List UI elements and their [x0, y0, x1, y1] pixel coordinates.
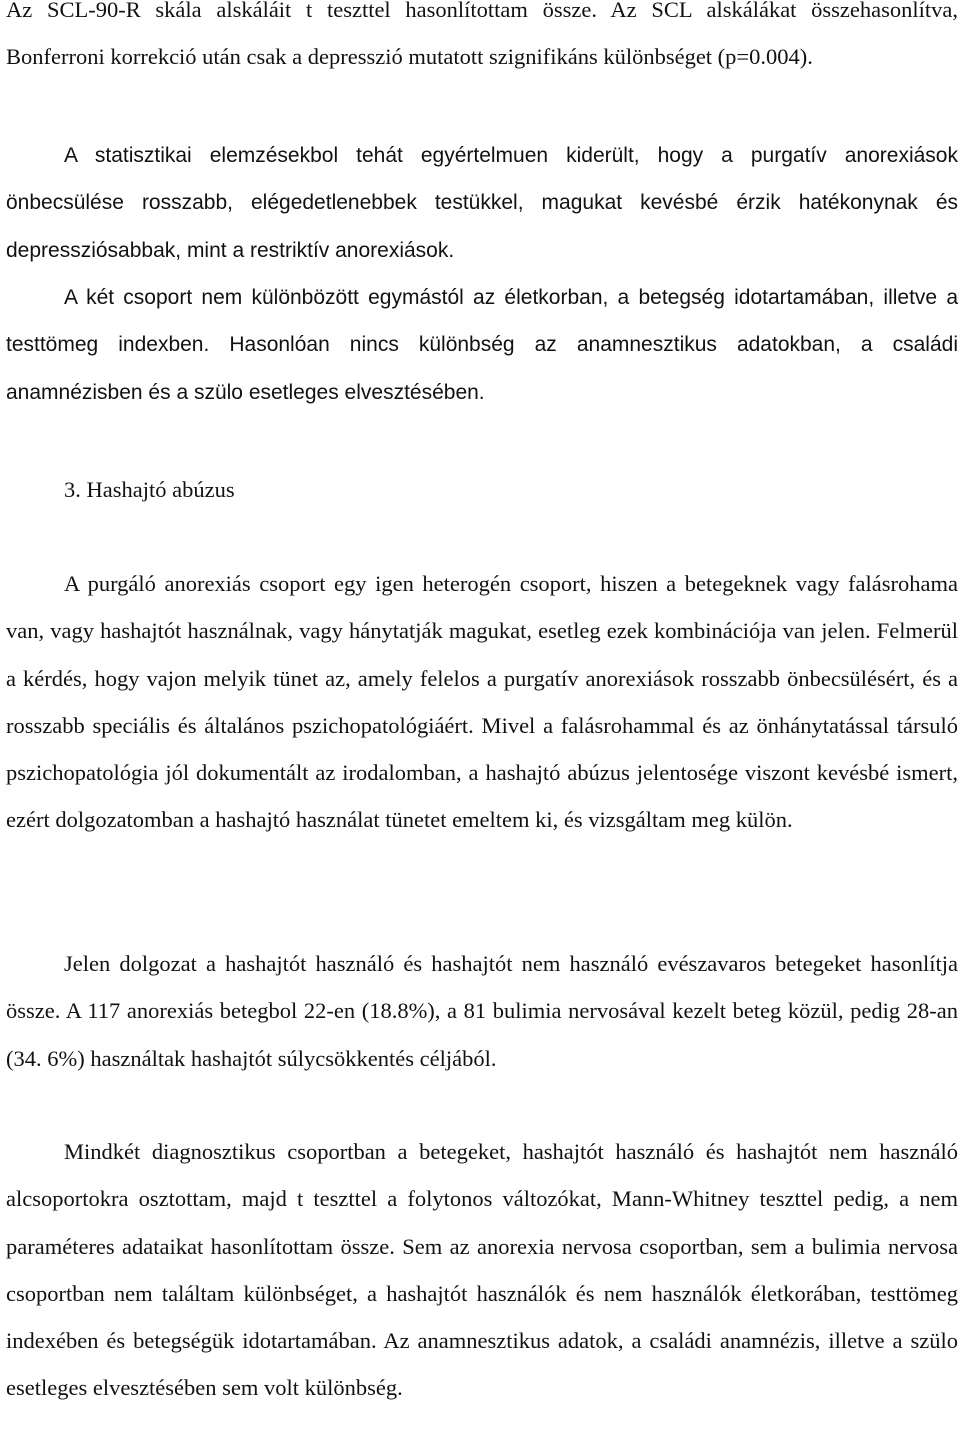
paragraph-purging-group: A purgáló anorexiás csoport egy igen heterogén csoport, hiszen a betegeknek vagy falásrohama van, vagy hashajtót használnak, vagy hánytatják magukat, esetleg ezek kombinációja van jelen. Felmerül a kérdés, hogy vajon melyik tünet az, amely felelos a purgatív anorexiások rosszabb önbecsülésért, és a rosszabb speciális és általános pszichopatológiáért. Mivel a falásrohammal és az önhánytatással társuló pszichopatológia jól dokumentált az irodalomban, a hashajtó abúzus jelentosége viszont kevésbé ismert, ezért dolgozatomban a hashajtó használat tünetet emeltem ki, és vizsgáltam meg külön.: [6, 571, 958, 833]
section-heading: 3. Hashajtó abúzus: [64, 477, 235, 502]
paragraph-subgroup-analysis: Mindkét diagnosztikus csoportban a betegeket, hashajtót használó és hashajtót nem használó alcsoportokra osztottam, majd t teszttel a folytonos változókat, Mann-Whitney teszttel pedig, a nem paraméteres adataikat hasonlítottam össze. Sem az anorexia nervosa csoportban, sem a bulimia nervosa csoportban nem találtam különbséget, a hashajtót használók és nem használók életkorában, testtömeg indexében és betegségük idotartamában. Az anamnesztikus adatok, a családi anamnézis, illetve a szülo esetleges elvesztésében sem volt különbség.: [6, 1139, 958, 1401]
paragraph-group-similarity: A két csoport nem különbözött egymástól az életkorban, a betegség idotartamában, illetve a testtömeg indexben. Hasonlóan nincs különbség az anamnesztikus adatokban, a családi anamnézisben és a szülo esetleges elvesztésében.: [6, 286, 958, 404]
paragraph-laxative-comparison: Jelen dolgozat a hashajtót használó és hashajtót nem használó evészavaros betegeket hasonlítja össze. A 117 anorexiás betegbol 22-en (18.8%), a 81 bulimia nervosával kezelt beteg közül, pedig 28-an (34. 6%) használtak hashajtót súlycsökkentés céljából.: [6, 951, 958, 1071]
paragraph-scl-comparison: Az SCL-90-R skála alskáláit t teszttel hasonlítottam össze. Az SCL alskálákat összehasonlítva, Bonferroni korrekció után csak a depresszió mutatott szignifikáns különbséget (p=0.004).: [6, 0, 958, 70]
paragraph-statistical-summary: A statisztikai elemzésekbol tehát egyértelmuen kiderült, hogy a purgatív anorexiások önbecsülése rosszabb, elégedetlenebbek testükkel, magukat kevésbé érzik hatékonynak és depressziósabbak, mint a restriktív anorexiások.: [6, 144, 958, 262]
